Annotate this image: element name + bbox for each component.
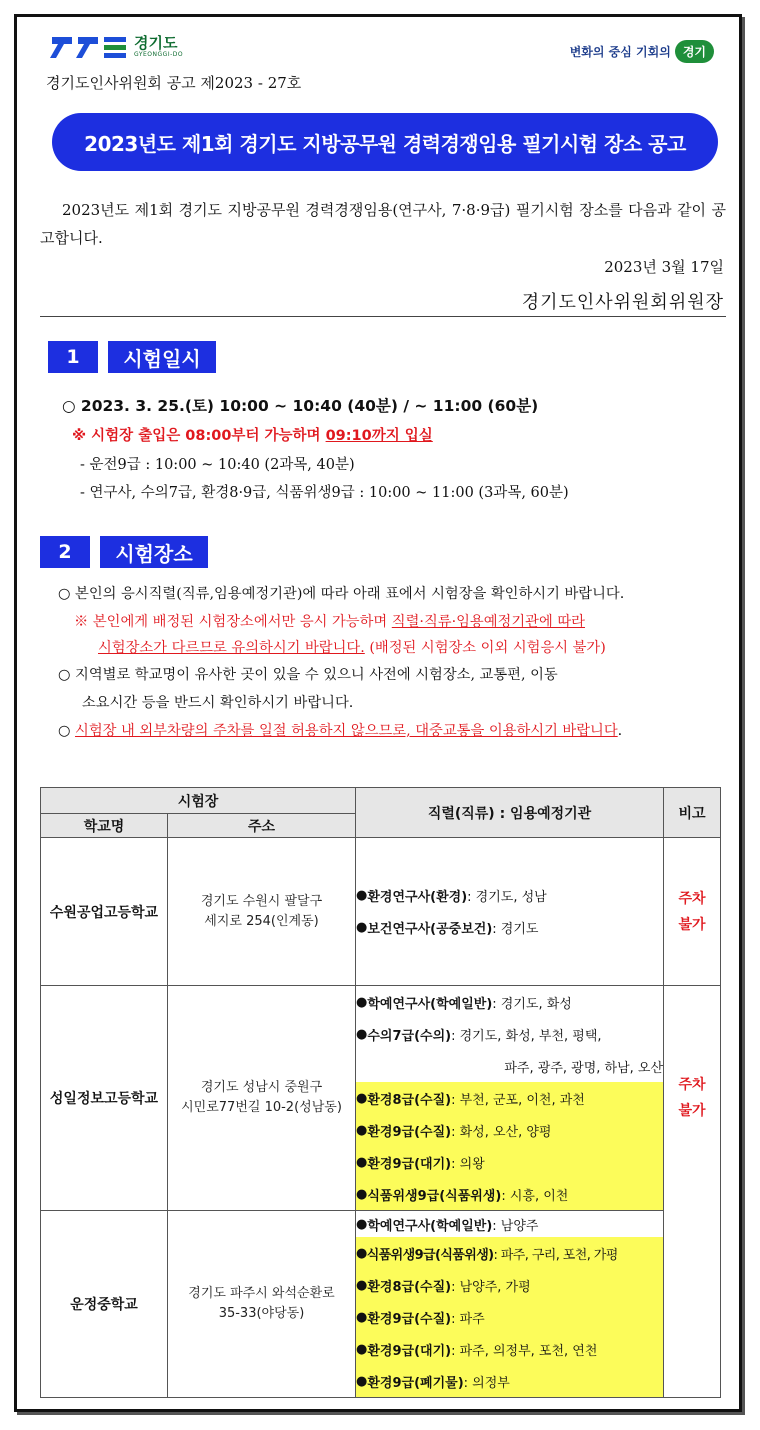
notice-date: 2023년 3월 17일 <box>604 258 724 276</box>
venue-instruction: ○ 본인의 응시직렬(직류,임용예정기관)에 따라 아래 표에서 시험장을 확인하시기 바랍니다. <box>58 586 625 602</box>
parking-notice-text: 시험장 내 외부차량의 주차를 일절 허용하지 않으므로, 대중교통을 이용하시기 바랍니다 <box>75 723 618 739</box>
job-item <box>356 880 663 912</box>
entry-notice-text: ※ 시험장 출입은 08:00부터 가능하며 <box>72 428 326 444</box>
job-item <box>356 1178 663 1210</box>
job-agencies: : 경기도, 화성 <box>492 996 572 1012</box>
school-name: 성일정보고등학교 <box>41 986 168 1211</box>
notice-number: 경기도인사위원회 공고 제2023 - 27호 <box>46 74 302 92</box>
job-item <box>356 1269 663 1301</box>
address-line: 세지로 254(인계동) <box>204 913 319 929</box>
logo-subtext: GYEONGGI-DO <box>134 51 184 58</box>
school-address <box>168 1211 356 1398</box>
job-item <box>356 986 663 1018</box>
section1-number: 1 <box>48 341 98 373</box>
parking-notice <box>58 720 622 740</box>
job-agencies: : 남양주, 가평 <box>451 1279 531 1295</box>
bullet-icon: ● <box>356 994 368 1010</box>
job-item-continuation: 파주, 광주, 광명, 하남, 오산 <box>504 1060 664 1076</box>
section2-title: 시험장소 <box>100 536 208 568</box>
job-item <box>356 1082 663 1114</box>
job-agencies: : 파주, 구리, 포천, 가평 <box>493 1247 618 1263</box>
school-address <box>168 986 356 1211</box>
school-name: 수원공업고등학교 <box>41 838 168 986</box>
bullet-icon: ● <box>356 888 368 903</box>
job-list <box>356 838 664 986</box>
school-name-notice-2: 소요시간 등을 반드시 확인하시기 바랍니다. <box>82 695 354 711</box>
note-line: 불가 <box>678 1103 706 1119</box>
logo-mark-icon <box>50 34 128 60</box>
gyeonggi-logo <box>50 34 183 60</box>
job-title: 학예연구사(학예일반) <box>367 996 493 1012</box>
exam-datetime: ○ 2023. 3. 25.(토) 10:00 ~ 10:40 (40분) / ~ 11:00 (60분) <box>62 397 539 415</box>
address-line: 시민로77번길 10-2(성남동) <box>181 1100 342 1115</box>
bullet-icon: ● <box>356 1373 368 1389</box>
parking-note <box>664 986 721 1398</box>
job-title: 환경9급(폐기물) <box>367 1375 464 1391</box>
bullet-icon: ● <box>356 1090 368 1106</box>
address-line: 35-33(야당동) <box>218 1306 305 1321</box>
venue-warning-underlined: 직렬·직류·임용예정기관에 따라 <box>391 614 585 630</box>
job-title: 보건연구사(공중보건) <box>367 922 493 937</box>
job-agencies: : 경기도 <box>492 922 539 937</box>
section1-title: 시험일시 <box>108 341 216 373</box>
parking-bullet: ○ <box>58 723 76 739</box>
school-name: 운정중학교 <box>41 1211 168 1398</box>
bullet-icon: ● <box>356 1245 367 1261</box>
job-agencies: : 경기도, 성남 <box>467 890 547 905</box>
job-list <box>356 1211 664 1398</box>
parking-note <box>664 838 721 986</box>
header-address: 주소 <box>168 814 356 838</box>
table-row <box>41 986 721 1211</box>
table-row <box>41 838 721 986</box>
job-agencies: : 경기도, 화성, 부천, 평택, <box>451 1028 602 1044</box>
job-item <box>356 1146 663 1178</box>
venue-table <box>40 787 721 1398</box>
bullet-icon: ● <box>356 920 368 935</box>
page-title: 2023년도 제1회 경기도 지방공무원 경력경쟁임용 필기시험 장소 공고 <box>52 113 718 171</box>
job-title: 식품위생9급(식품위생) <box>366 1247 494 1263</box>
job-title: 수의7급(수의) <box>367 1028 452 1044</box>
bullet-icon: ● <box>356 1026 368 1042</box>
note-line: 불가 <box>678 916 706 933</box>
intro-paragraph <box>40 196 726 252</box>
job-item <box>356 1018 663 1050</box>
job-agencies: : 남양주 <box>492 1218 539 1234</box>
note-line: 주차 <box>678 890 706 907</box>
table-row <box>41 1211 721 1398</box>
job-item <box>356 1333 663 1365</box>
address-line: 경기도 파주시 와석순환로 <box>188 1286 335 1301</box>
job-item <box>356 1211 663 1237</box>
venue-warning-line2 <box>98 637 606 657</box>
job-item <box>356 1114 663 1146</box>
job-title: 식품위생9급(식품위생) <box>367 1188 502 1204</box>
job-title: 환경9급(수질) <box>367 1311 452 1327</box>
job-agencies: : 부천, 군포, 이천, 과천 <box>451 1092 585 1108</box>
logo-text: 경기도 <box>134 34 178 52</box>
parking-period: . <box>617 723 623 739</box>
bullet-icon: ● <box>356 1277 368 1293</box>
job-title: 환경9급(수질) <box>367 1124 452 1140</box>
bullet-icon: ● <box>356 1309 368 1325</box>
address-line: 경기도 수원시 팔달구 <box>200 893 323 909</box>
job-title: 환경8급(수질) <box>367 1279 452 1295</box>
job-title: 환경9급(대기) <box>367 1156 452 1172</box>
section2-number: 2 <box>40 536 90 568</box>
job-title: 학예연구사(학예일반) <box>367 1218 493 1234</box>
venue-warning-underlined-2: 시험장소가 다르므로 유의하시기 바랍니다. <box>98 640 365 656</box>
intro-text: 2023년도 제1회 경기도 지방공무원 경력경쟁임용(연구사, 7·8·9급) 필기시험 장소를 다음과 같이 공고합니다. <box>40 201 726 247</box>
entry-deadline: 09:10까지 입실 <box>325 428 433 444</box>
job-agencies: : 의정부 <box>463 1375 510 1391</box>
bullet-icon: ● <box>356 1186 368 1202</box>
divider <box>40 316 726 317</box>
venue-warning-text: ※ 본인에게 배정된 시험장소에서만 응시 가능하며 <box>74 614 392 630</box>
job-item <box>356 1365 663 1397</box>
venue-warning-text-2: (배정된 시험장소 이외 시험응시 불가) <box>364 640 606 656</box>
slogan <box>570 40 714 63</box>
job-list <box>356 986 664 1211</box>
slogan-badge: 경기 <box>675 40 714 63</box>
job-agencies: : 파주 <box>451 1311 485 1327</box>
job-item <box>356 1237 663 1269</box>
header-note: 비고 <box>664 788 721 838</box>
schedule-item: - 운전9급 : 10:00 ~ 10:40 (2과목, 40분) <box>80 457 355 473</box>
slogan-text: 변화의 중심 기회의 <box>569 45 671 59</box>
job-agencies: : 의왕 <box>451 1156 485 1172</box>
bullet-icon: ● <box>356 1154 368 1170</box>
job-agencies: : 파주, 의정부, 포천, 연천 <box>451 1343 598 1359</box>
school-name-notice: ○ 지역별로 학교명이 유사한 곳이 있을 수 있으니 사전에 시험장소, 교통편, 이동 <box>58 667 558 683</box>
job-title: 환경연구사(환경) <box>367 890 468 905</box>
job-item <box>356 1301 663 1333</box>
job-title: 환경9급(대기) <box>367 1343 452 1359</box>
job-title: 환경8급(수질) <box>367 1092 452 1108</box>
bullet-icon: ● <box>356 1122 368 1138</box>
signer: 경기도인사위원회위원장 <box>521 292 724 313</box>
bullet-icon: ● <box>356 1216 368 1232</box>
job-agencies: : 화성, 오산, 양평 <box>451 1124 552 1140</box>
header-venue: 시험장 <box>41 788 356 814</box>
entry-notice <box>72 424 433 445</box>
header-job: 직렬(직류) : 임용예정기관 <box>356 788 664 838</box>
schedule-item: - 연구사, 수의7급, 환경8·9급, 식품위생9급 : 10:00 ~ 11:00 (3과목, 60분) <box>80 485 569 501</box>
note-line: 주차 <box>678 1077 706 1093</box>
job-item <box>356 912 663 944</box>
job-agencies: : 시흥, 이천 <box>501 1188 569 1204</box>
address-line: 경기도 성남시 중원구 <box>200 1080 323 1095</box>
bullet-icon: ● <box>356 1341 368 1357</box>
school-address <box>168 838 356 986</box>
venue-warning-line1 <box>74 611 585 631</box>
header-school: 학교명 <box>41 814 168 838</box>
